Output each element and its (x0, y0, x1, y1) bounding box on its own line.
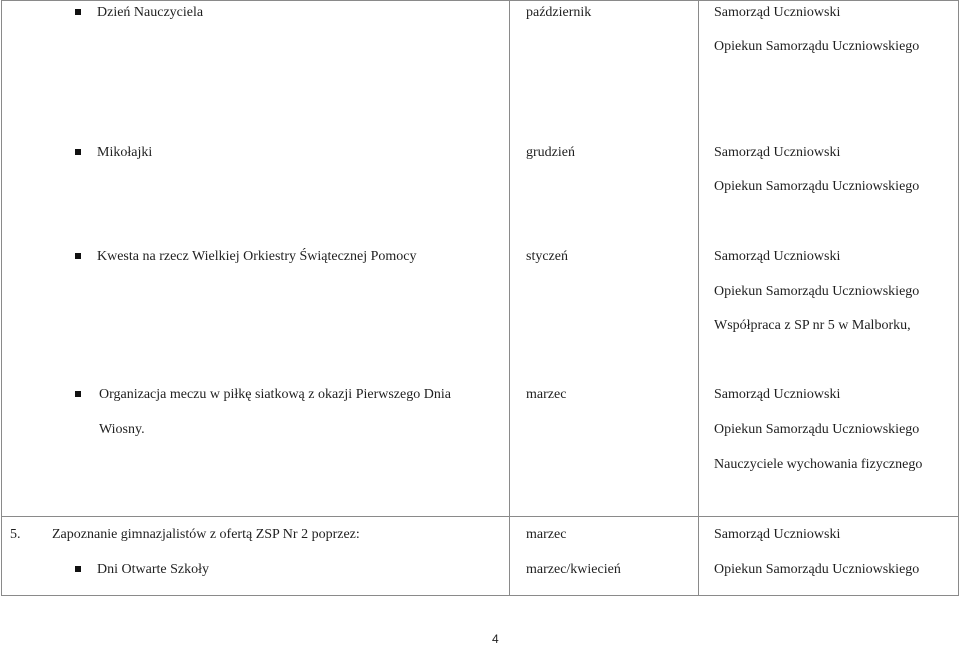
responsible-line: Nauczyciele wychowania fizycznego (714, 457, 923, 472)
responsible-line: Opiekun Samorządu Uczniowskiego (714, 39, 920, 54)
square-bullet-icon (75, 566, 81, 572)
table-border-left (1, 0, 2, 596)
table-column-divider (509, 0, 510, 596)
table-border-right (958, 0, 959, 596)
event-name-line: Organizacja meczu w piłkę siatkową z okazji Pierwszego Dnia (99, 387, 451, 402)
square-bullet-icon (75, 9, 81, 15)
table-border-bottom (1, 595, 959, 596)
event-name: Mikołajki (97, 145, 153, 160)
square-bullet-icon (75, 253, 81, 259)
event-name: Zapoznanie gimnazjalistów z ofertą ZSP Nr 2 poprzez: (52, 527, 360, 542)
responsible-line: Opiekun Samorządu Uczniowskiego (714, 284, 920, 299)
responsible-line: Samorząd Uczniowski (714, 527, 841, 542)
responsible-line: Samorząd Uczniowski (714, 5, 841, 20)
event-date: marzec (526, 387, 567, 402)
event-name: Kwesta na rzecz Wielkiej Orkiestry Świątecznej Pomocy (97, 249, 417, 264)
responsible-line: Współpraca z SP nr 5 w Malborku, (714, 318, 911, 333)
event-date: grudzień (526, 145, 575, 160)
responsible-line: Samorząd Uczniowski (714, 387, 841, 402)
responsible-line: Opiekun Samorządu Uczniowskiego (714, 422, 920, 437)
responsible-line: Samorząd Uczniowski (714, 145, 841, 160)
row-number: 5. (10, 527, 21, 542)
event-date: październik (526, 5, 592, 20)
event-date: marzec/kwiecień (526, 562, 621, 577)
table-row-divider (1, 516, 959, 517)
table-column-divider (698, 0, 699, 596)
event-name: Dzień Nauczyciela (97, 5, 204, 20)
event-date: marzec (526, 527, 567, 542)
responsible-line: Opiekun Samorządu Uczniowskiego (714, 562, 920, 577)
responsible-line: Opiekun Samorządu Uczniowskiego (714, 179, 920, 194)
event-name-line: Wiosny. (99, 422, 145, 437)
page-number: 4 (492, 632, 499, 646)
sub-event-name: Dni Otwarte Szkoły (97, 562, 209, 577)
square-bullet-icon (75, 149, 81, 155)
responsible-line: Samorząd Uczniowski (714, 249, 841, 264)
event-date: styczeń (526, 249, 568, 264)
square-bullet-icon (75, 391, 81, 397)
table-border-top (1, 0, 959, 1)
